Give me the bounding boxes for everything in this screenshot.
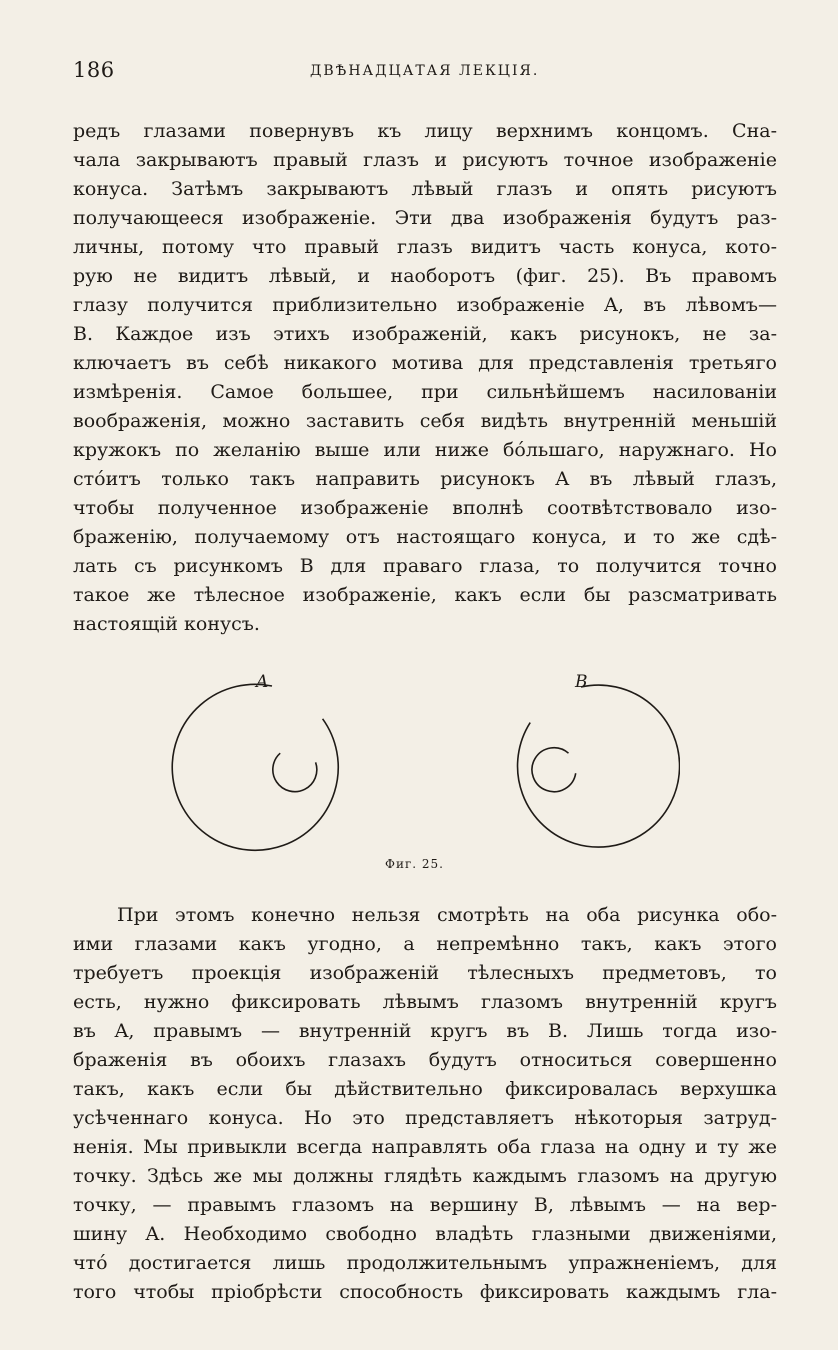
text-line: требуетъ проекція изображеній тѣлесныхъ предметовъ, то	[73, 962, 777, 984]
text-line: въ A, правымъ — внутренній кругъ въ B. Лишь тогда изо-	[73, 1020, 777, 1042]
text-line: воображенія, можно заставить себя видѣть внутренній меньшій	[73, 410, 777, 432]
text-line: ненія. Мы привыкли всегда направлять оба глаза на одну и ту же	[73, 1136, 777, 1158]
text-line: сто́итъ только такъ направить рисунокъ A въ лѣвый глазъ,	[73, 468, 777, 490]
text-line: конуса. Затѣмъ закрываютъ лѣвый глазъ и опять рисуютъ	[73, 178, 777, 200]
text-line: настоящій конусъ.	[73, 613, 260, 635]
text-line: усѣченнаго конуса. Но это представляетъ нѣкоторыя затруд-	[73, 1107, 777, 1129]
text-line: получающееся изображеніе. Эти два изображенія будутъ раз-	[73, 207, 777, 229]
circle-b-outer	[518, 685, 680, 847]
figure-drawing	[170, 670, 680, 860]
circle-b-inner	[532, 748, 576, 792]
text-line: глазу получится приблизительно изображеніе A, въ лѣвомъ—	[73, 294, 777, 316]
text-line: B. Каждое изъ этихъ изображеній, какъ рисунокъ, не за-	[73, 323, 777, 345]
text-line: точку. Здѣсь же мы должны глядѣть каждымъ глазомъ на другую	[73, 1165, 777, 1187]
text-line: шину A. Необходимо свободно владѣть глазными движеніями,	[73, 1223, 777, 1245]
circle-a-outer	[172, 684, 338, 850]
text-line: того чтобы пріобрѣсти способность фиксировать каждымъ гла-	[73, 1281, 777, 1303]
text-line: При этомъ конечно нельзя смотрѣть на оба рисунка обо-	[117, 904, 777, 926]
text-line: ключаетъ въ себѣ никакого мотива для представленія третьяго	[73, 352, 777, 374]
text-line: что́ достигается лишь продолжительнымъ упражненіемъ, для	[73, 1252, 777, 1274]
paragraph	[73, 901, 777, 1307]
figure-label-b: B	[575, 672, 588, 692]
text-line: браженія въ обоихъ глазахъ будутъ относиться совершенно	[73, 1049, 777, 1071]
text-line: личны, потому что правый глазъ видитъ часть конуса, кото-	[73, 236, 777, 258]
text-line: лать съ рисункомъ B для праваго глаза, то получится точно	[73, 555, 777, 577]
text-line: ими глазами какъ угодно, а непремѣнно такъ, какъ этого	[73, 933, 777, 955]
paragraph	[73, 117, 777, 639]
text-line: кружокъ по желанію выше или ниже бо́льшаго, наружнаго. Но	[73, 439, 777, 461]
page-number: 186	[73, 58, 115, 82]
text-line: редъ глазами повернувъ къ лицу верхнимъ концомъ. Сна-	[73, 120, 777, 142]
text-line: измѣренія. Самое большее, при сильнѣйшемъ насилованіи	[73, 381, 777, 403]
text-line: чтобы полученное изображеніе вполнѣ соотвѣтствовало изо-	[73, 497, 777, 519]
text-line: браженію, получаемому отъ настоящаго конуса, и то же сдѣ-	[73, 526, 777, 548]
circle-a-inner	[273, 753, 317, 791]
text-line: точку, — правымъ глазомъ на вершину B, лѣвымъ — на вер-	[73, 1194, 777, 1216]
text-line: такъ, какъ если бы дѣйствительно фиксировалась верхушка	[73, 1078, 777, 1100]
text-line: чала закрываютъ правый глазъ и рисуютъ точное изображеніе	[73, 149, 777, 171]
running-title: ДВѢНАДЦАТАЯ ЛЕКЦІЯ.	[310, 63, 540, 79]
figure-label-a: A	[256, 672, 269, 692]
figure-caption: Фиг. 25.	[385, 857, 444, 871]
figure-25	[170, 670, 680, 880]
text-line: есть, нужно фиксировать лѣвымъ глазомъ внутренній кругъ	[73, 991, 777, 1013]
text-line: рую не видитъ лѣвый, и наоборотъ (фиг. 25). Въ правомъ	[73, 265, 777, 287]
text-line: такое же тѣлесное изображеніе, какъ если бы разсматривать	[73, 584, 777, 606]
